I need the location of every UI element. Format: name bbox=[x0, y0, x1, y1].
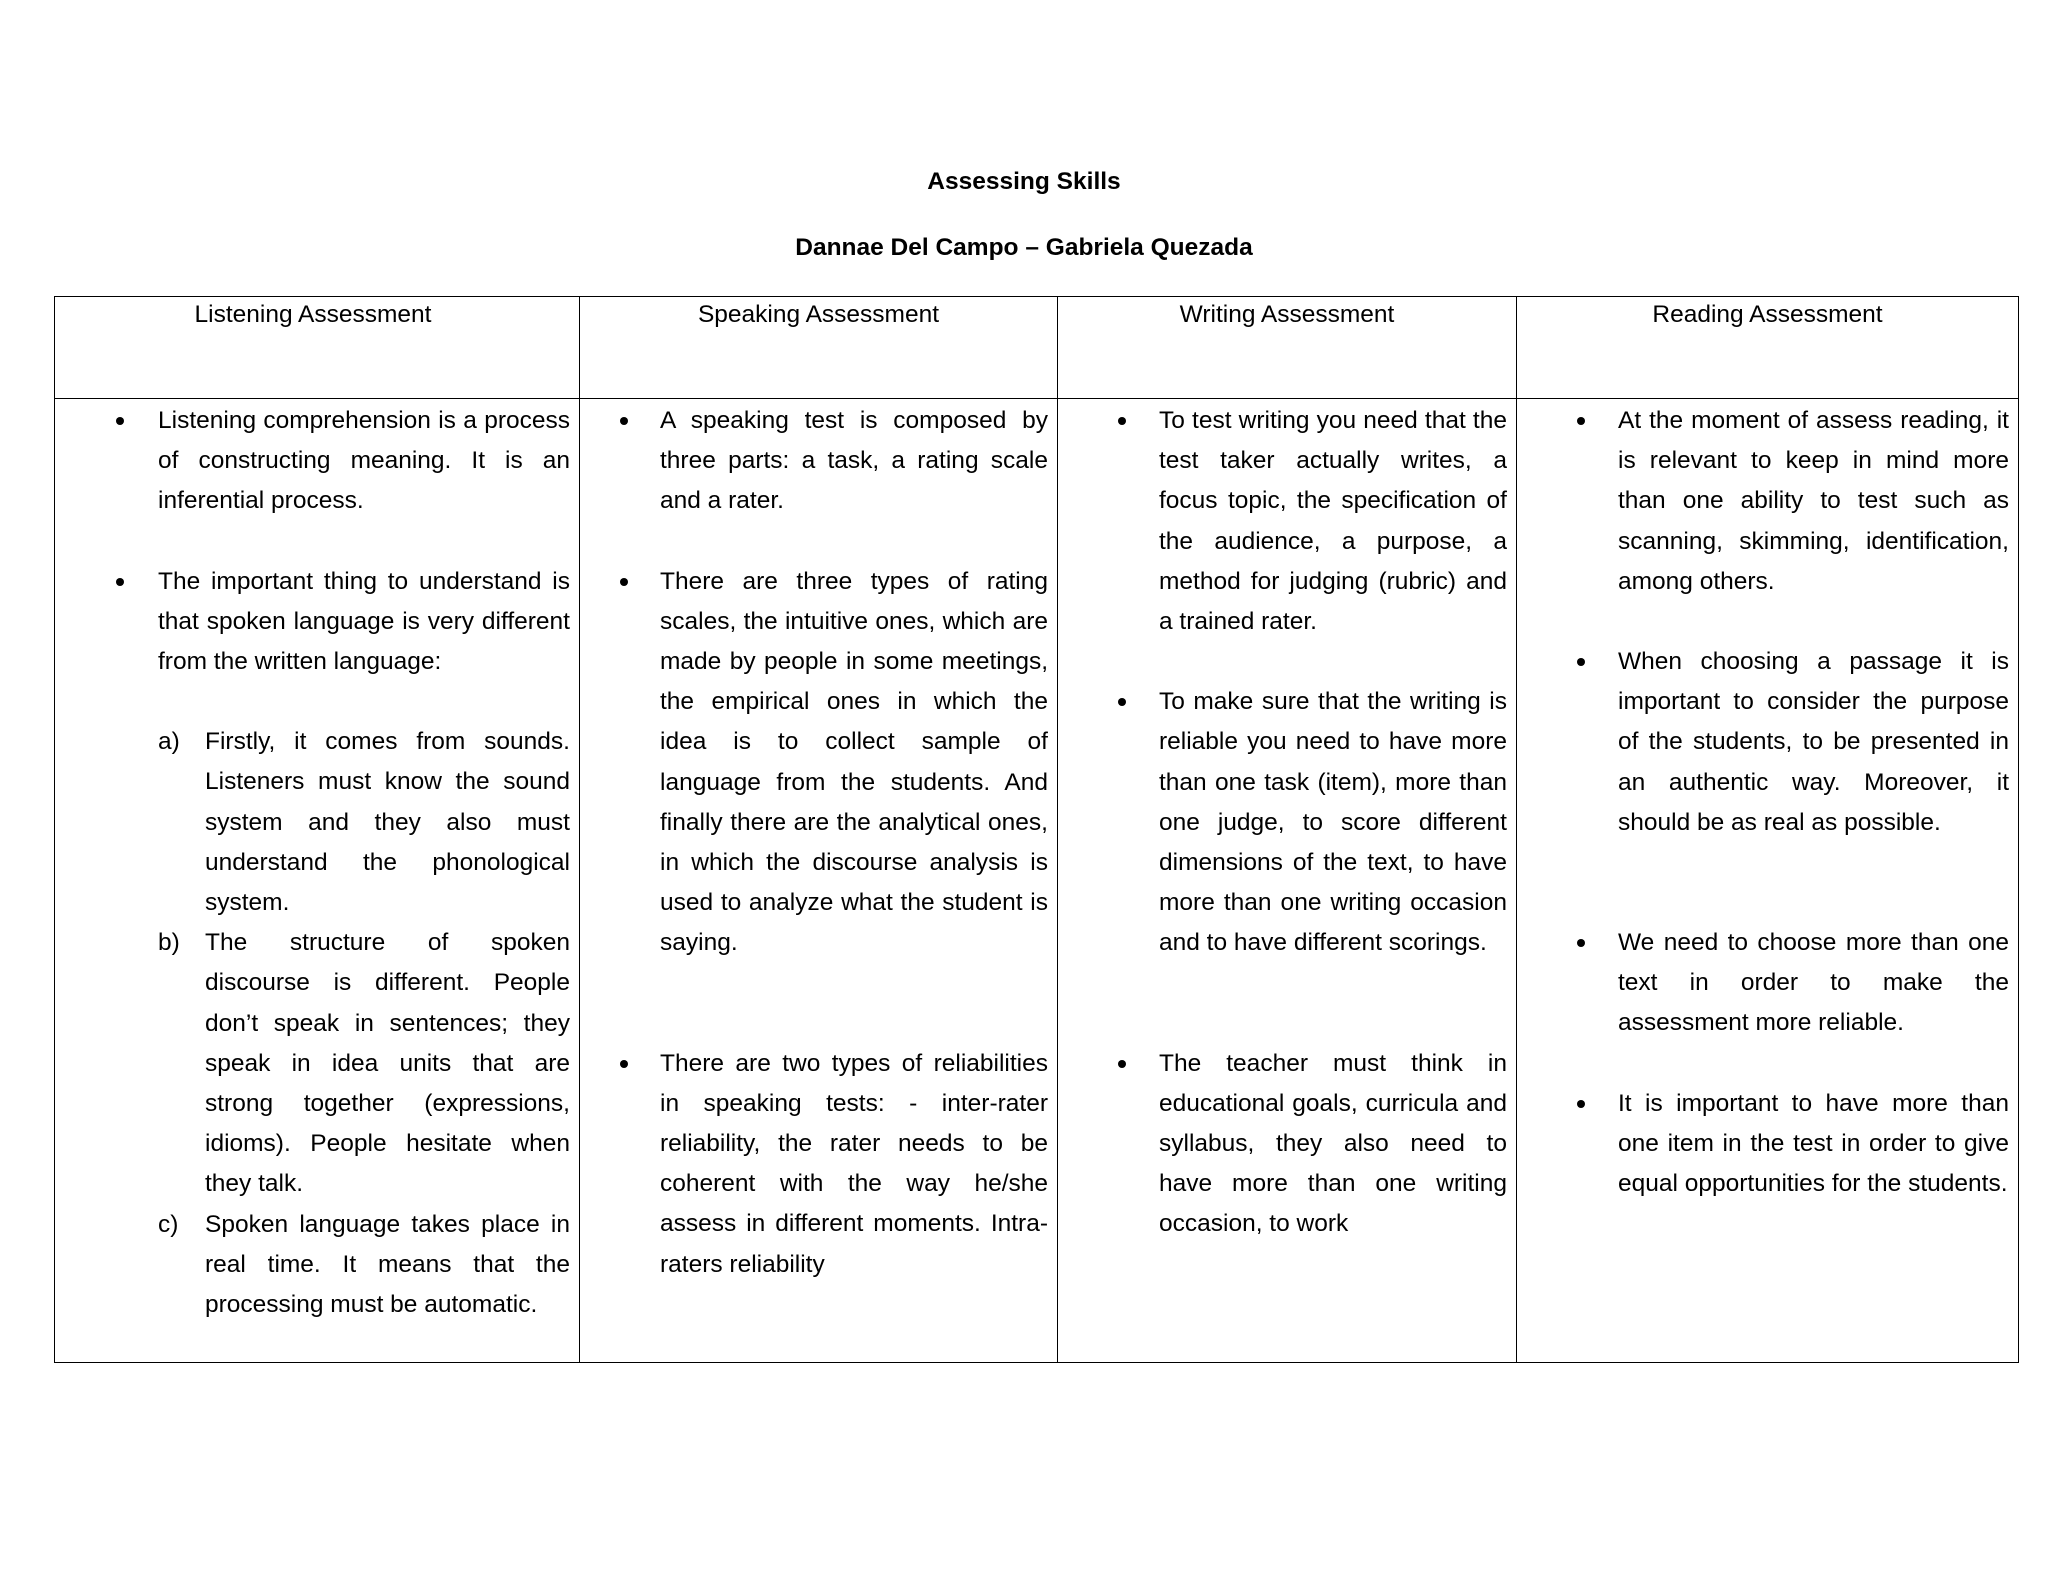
writing-cell bbox=[1058, 399, 1517, 1363]
listening-sub-item: b) The structure of spoken discourse is different. People don’t speak in sentences; they speak in idea units that are strong together (expressions, idioms). People hesitate when they talk. bbox=[158, 929, 570, 1198]
listening-sub-list bbox=[158, 722, 570, 1325]
listening-bullet: Listening comprehension is a process of constructing meaning. It is an inferential process. bbox=[158, 401, 570, 522]
header-listening: Listening Assessment bbox=[55, 297, 580, 399]
writing-bullet: To test writing you need that the test taker actually writes, a focus topic, the specification of the audience, a purpose, a method for judging (rubric) and a trained rater. bbox=[1159, 401, 1507, 642]
writing-bullet: To make sure that the writing is reliable you need to have more than one task (item), more than one judge, to score different dimensions of the text, to have more than one writing occasion and to have different scorings. bbox=[1159, 682, 1507, 963]
listening-sub-item: a) Firstly, it comes from sounds. Listeners must know the sound system and they also must understand the phonological system. bbox=[158, 728, 570, 917]
reading-bullet: When choosing a passage it is important to consider the purpose of the students, to be presented in an authentic way. Moreover, it should be as real as possible. bbox=[1618, 642, 2009, 843]
header-writing: Writing Assessment bbox=[1058, 297, 1517, 399]
document-title: Assessing Skills bbox=[927, 168, 1121, 195]
reading-cell bbox=[1517, 399, 2019, 1363]
listening-cell bbox=[55, 399, 580, 1363]
header-speaking: Speaking Assessment bbox=[580, 297, 1058, 399]
assessment-table bbox=[54, 296, 2019, 1363]
writing-bullet: The teacher must think in educational goals, curricula and syllabus, they also need to have more than one writing occasion, to work bbox=[1159, 1044, 1507, 1245]
reading-bullet: At the moment of assess reading, it is relevant to keep in mind more than one ability to test such as scanning, skimming, identification, among others. bbox=[1618, 401, 2009, 602]
table-body-row bbox=[55, 399, 2019, 1363]
speaking-cell bbox=[580, 399, 1058, 1363]
reading-bullet: It is important to have more than one item in the test in order to give equal opportunities for the students. bbox=[1618, 1084, 2009, 1205]
listening-sub-item: c) Spoken language takes place in real time. It means that the processing must be automatic. bbox=[158, 1210, 570, 1319]
reading-bullet: We need to choose more than one text in order to make the assessment more reliable. bbox=[1618, 923, 2009, 1044]
speaking-bullet: There are two types of reliabilities in speaking tests: - inter-rater reliability, the rater needs to be coherent with the way he/she assess in different moments. Intra-raters reliability bbox=[660, 1044, 1048, 1285]
document-authors: Dannae Del Campo – Gabriela Quezada bbox=[795, 234, 1253, 261]
header-reading: Reading Assessment bbox=[1517, 297, 2019, 399]
speaking-bullet: A speaking test is composed by three parts: a task, a rating scale and a rater. bbox=[660, 401, 1048, 522]
speaking-bullet: There are three types of rating scales, the intuitive ones, which are made by people in some meetings, the empirical ones in which the idea is to collect sample of language from the students. And finally there are the analytical ones, in which the discourse analysis is used to analyze what the student is saying. bbox=[660, 562, 1048, 964]
table-header-row bbox=[55, 297, 2019, 399]
listening-bullet: The important thing to understand is that spoken language is very different from the written language: a) Firstly, it comes from sounds. Listeners must know the sound system and they also must understand the phonological system. b) The structure of spoken discourse is different. People don’t speak in sentences; they speak in idea units that are strong together (expressions, idioms). People hesitate when they talk. c) Spoken language takes place in real time. It means that the processing must be automatic. bbox=[158, 562, 570, 1326]
